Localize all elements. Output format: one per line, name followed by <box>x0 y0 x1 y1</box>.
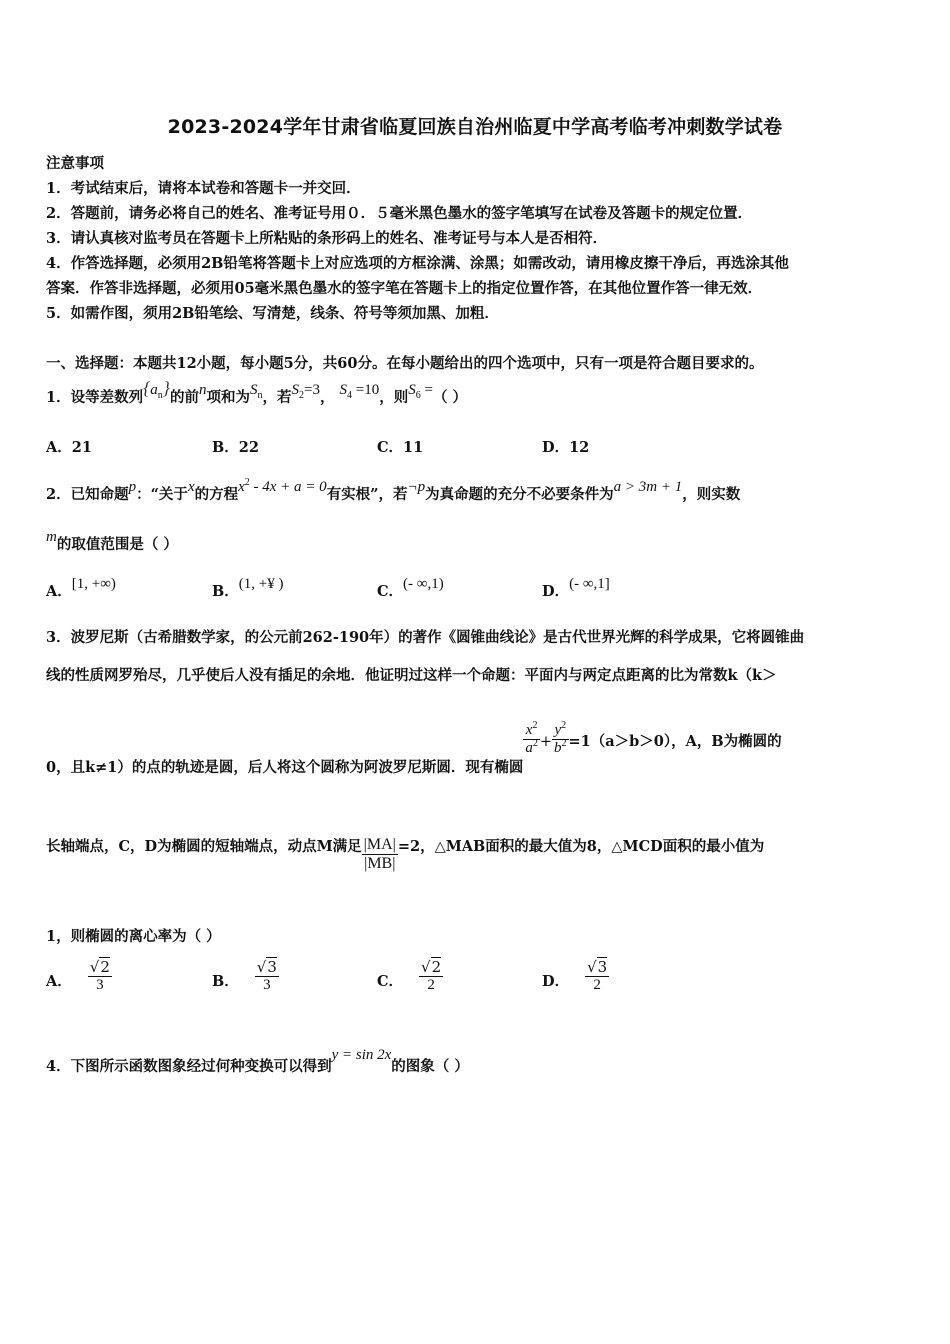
question-3-line <box>46 720 782 776</box>
question-2 <box>46 477 741 504</box>
q2-option-c: C．(- ∞,1) <box>377 576 444 600</box>
q2-text: 有实根”，若 <box>326 486 408 503</box>
question-3-line: 3．波罗尼斯（古希腊数学家，的公元前262-190年）的著作《圆锥曲线论》是古代世界光辉的科学成果，它将圆锥曲 <box>46 629 805 646</box>
q2-option-b: B．(1, +¥ ) <box>212 576 284 600</box>
question-4 <box>46 1047 469 1076</box>
q2-not-p-math: ¬p <box>407 479 426 495</box>
ellipse-x-fraction: $\frac{x^2}{a^2}$ <box>525 720 538 756</box>
question-3-line <box>46 836 764 873</box>
section-heading: 一、选择题：本题共12小题，每小题5分，共60分。在每小题给出的四个选项中，只有一项是符合题目要求的。 <box>46 355 764 372</box>
notice-item: 答案．作答非选择题，必须用05毫米黑色墨水的签字笔在答题卡上的指定位置作答，在其他位置作答一律无效． <box>46 280 763 297</box>
q1-n-math: n <box>199 382 207 398</box>
notice-item: 1．考试结束后，请将本试卷和答题卡一并交回． <box>46 180 361 197</box>
q3-option-b: B． $\frac{√3}{3}$ <box>212 958 277 993</box>
distance-ratio-fraction: $\frac{|MA|}{|MB|}$ <box>363 836 396 872</box>
q1-option-b: B．22 <box>212 439 259 456</box>
q1-text: ，则 <box>379 389 409 406</box>
q3-option-a: A． $\frac{√2}{3}$ <box>46 958 110 993</box>
q1-Sn-math: $S_n$ <box>250 382 263 401</box>
q3-text: =1（a＞b＞0），A，B为椭圆的 <box>568 732 782 750</box>
notice-item: 4．作答选择题，必须用2B铅笔将答题卡上对应选项的方框涂满、涂黑；如需改动，请用橡皮擦干净后，再选涂其他 <box>46 255 789 272</box>
notice-item: 2．答题前，请务必将自己的姓名、准考证号用０．５毫米黑色墨水的签字笔填写在试卷及答题卡的规定位置． <box>46 205 753 222</box>
q4-text: 4．下图所示函数图象经过何种变换可以得到 <box>46 1058 332 1075</box>
q1-text: 项和为 <box>206 389 250 406</box>
ellipse-y-fraction: $\frac{y^2}{b^2}$ <box>554 720 567 756</box>
q2-option-a: A．[1, +∞) <box>46 576 116 600</box>
q2-m-math: m <box>46 529 57 545</box>
notice-item: 5．如需作图，须用2B铅笔绘、写清楚，线条、符号等须加黑、加粗． <box>46 305 499 322</box>
q2-x-math: x <box>187 479 195 495</box>
q4-function-math: y = sin 2x <box>331 1047 392 1063</box>
q1-text: 1．设等差数列 <box>46 389 144 406</box>
q2-text: ：“关于 <box>136 486 188 503</box>
q2-text: 的方程 <box>194 486 239 503</box>
q3-option-d: D． $\frac{√3}{2}$ <box>542 958 608 993</box>
q1-S6-math: $S_6$ = <box>408 382 433 401</box>
q2-condition-math: a > 3m + 1 <box>613 479 683 495</box>
q1-text: （ ） <box>432 389 468 406</box>
plus-sign: + <box>539 733 553 750</box>
question-3-line: 1，则椭圆的离心率为（ ） <box>46 928 221 945</box>
question-2-cont <box>46 529 178 554</box>
q3-text: =2，△MAB面积的最大值为8，△MCD面积的最小值为 <box>397 837 765 855</box>
q2-text: 为真命题的充分不必要条件为 <box>425 486 614 503</box>
q1-text: ， <box>319 389 335 406</box>
q3-text: 长轴端点，C，D为椭圆的短轴端点，动点M满足 <box>46 837 362 855</box>
q2-text: ，则实数 <box>682 486 741 503</box>
page-title: 2023-2024学年甘肃省临夏回族自治州临夏中学高考临考冲刺数学试卷 <box>167 116 783 138</box>
q2-equation-math: $x^2 - 4x + a = 0$ <box>238 477 327 495</box>
q3-option-c: C． $\frac{√2}{2}$ <box>377 958 442 993</box>
q1-text: ，若 <box>262 389 292 406</box>
q2-option-d: D．(- ∞,1] <box>542 576 610 600</box>
question-1 <box>46 378 468 407</box>
q2-p-math: p <box>128 479 137 495</box>
notice-item: 3．请认真核对监考员在答题卡上所粘贴的条形码上的姓名、准考证号与本人是否相符． <box>46 230 608 247</box>
q1-S2-math: $S_2=3$ <box>291 382 320 401</box>
q3-text: 0，且k≠1）的点的轨迹是圆，后人将这个圆称为阿波罗尼斯圆．现有椭圆 <box>46 758 524 776</box>
q1-option-a: A．21 <box>46 439 92 456</box>
q1-option-d: D．12 <box>542 439 590 456</box>
q1-option-c: C．11 <box>377 439 424 456</box>
notice-heading: 注意事项 <box>46 155 104 172</box>
q4-text: 的图象（ ） <box>391 1058 469 1075</box>
question-3-line: 线的性质网罗殆尽，几乎使后人没有插足的余地．他证明过这样一个命题：平面内与两定点距离的比为常数k（k＞ <box>46 667 777 684</box>
q1-text: 的前 <box>170 389 199 406</box>
q2-text: 的取值范围是（ ） <box>56 536 178 553</box>
q1-S4-math: $S_4 =10$ <box>339 382 380 401</box>
q2-text: 2．已知命题 <box>46 486 129 503</box>
q1-seq-math: $\{a_n\}$ <box>143 378 170 401</box>
